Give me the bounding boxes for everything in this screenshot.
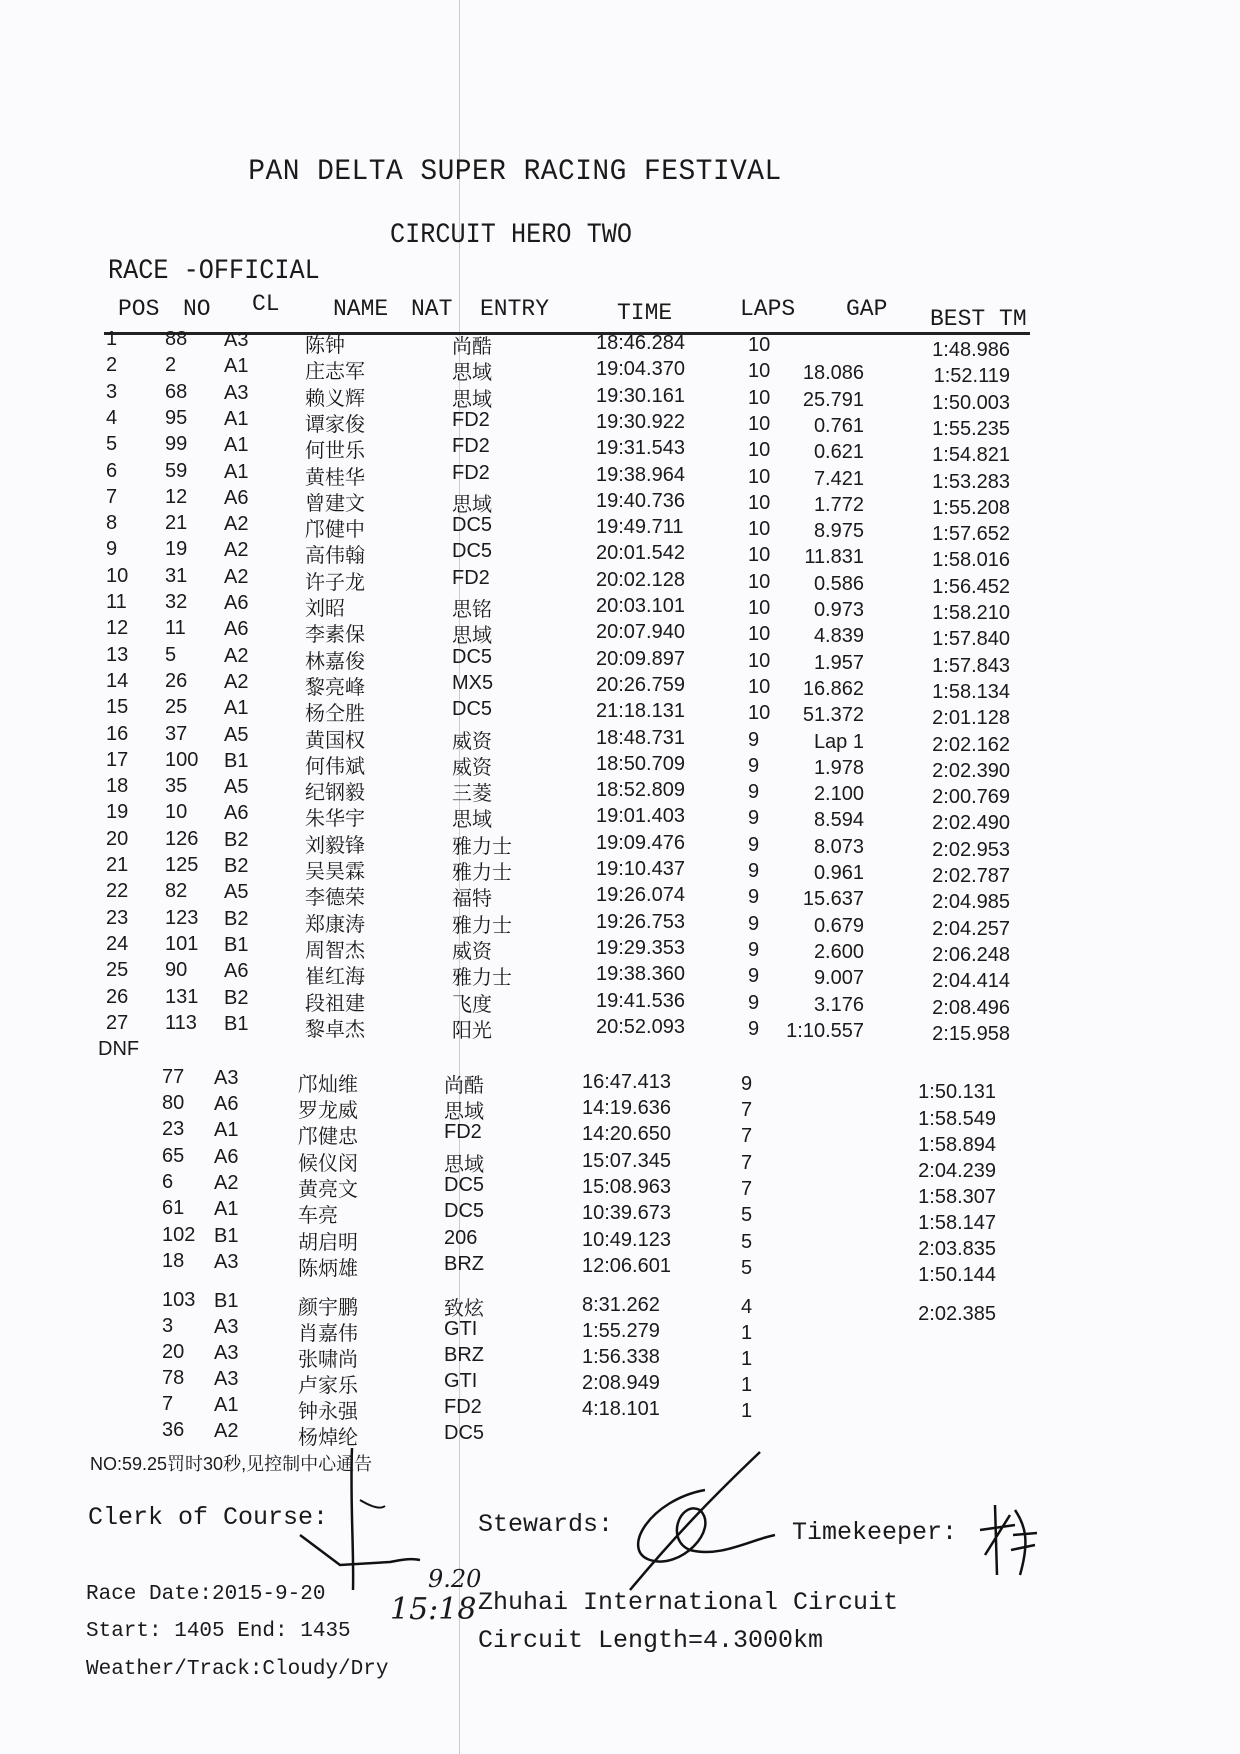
dnf-driver-name: 杨焯纶 — [298, 1427, 358, 1449]
result-time: 20:03.101 — [596, 595, 685, 617]
dnf-car-number: 77 — [162, 1066, 185, 1088]
dnf-class: A2 — [214, 1420, 239, 1442]
result-car-number: 82 — [165, 880, 188, 903]
result-pos: 24 — [106, 932, 129, 955]
dnf-time: 15:07.345 — [582, 1150, 671, 1172]
result-laps: 9 — [748, 781, 760, 804]
result-car-number: 88 — [165, 328, 188, 350]
result-entry: 雅力士 — [452, 967, 512, 990]
result-laps: 10 — [748, 465, 771, 488]
result-time: 19:31.543 — [596, 437, 685, 460]
result-entry: 阳光 — [452, 1019, 492, 1042]
dnf-driver-name: 卢家乐 — [298, 1375, 358, 1397]
penalty-note: NO:59.25罚时30秒,见控制中心通告 — [90, 1454, 373, 1474]
result-time: 19:04.370 — [596, 358, 685, 381]
result-car-number: 26 — [165, 669, 188, 692]
dnf-laps: 7 — [741, 1178, 753, 1200]
result-driver-name: 段祖建 — [305, 992, 365, 1015]
result-pos: 1 — [106, 328, 118, 350]
result-entry: 三菱 — [452, 783, 492, 806]
result-laps: 10 — [748, 597, 771, 619]
result-driver-name: 杨仝胜 — [305, 703, 365, 726]
dnf-driver-name: 候仪闵 — [298, 1153, 358, 1175]
result-pos: 19 — [106, 801, 129, 824]
result-driver-name: 黎亮峰 — [305, 676, 365, 699]
result-class: A2 — [224, 670, 249, 693]
result-pos: 21 — [106, 854, 129, 876]
dnf-laps: 5 — [741, 1231, 753, 1253]
result-laps: 9 — [748, 886, 760, 909]
result-driver-name: 谭家俊 — [305, 413, 365, 436]
result-car-number: 90 — [165, 959, 188, 982]
col-header-best: BEST TM — [930, 306, 1027, 332]
result-pos: 18 — [106, 775, 129, 798]
result-time: 18:46.284 — [596, 332, 685, 354]
dnf-label: DNF — [98, 1038, 140, 1060]
result-entry: 威资 — [452, 756, 492, 779]
result-entry: FD2 — [452, 408, 490, 431]
result-time: 18:50.709 — [596, 752, 685, 775]
result-pos: 12 — [106, 617, 129, 640]
result-laps: 10 — [748, 386, 771, 409]
result-pos: 17 — [106, 748, 129, 771]
result-car-number: 95 — [165, 406, 188, 429]
result-car-number: 12 — [165, 485, 188, 508]
result-class: A6 — [224, 802, 249, 825]
result-laps: 10 — [748, 649, 771, 672]
result-entry: 思域 — [452, 493, 492, 516]
dnf-time: 16:47.413 — [582, 1071, 671, 1093]
dnf-entry: BRZ — [444, 1344, 484, 1366]
dnf-laps: 7 — [741, 1152, 753, 1174]
result-time: 19:26.753 — [596, 910, 685, 933]
result-time: 20:26.759 — [596, 673, 685, 696]
dnf-class: A2 — [214, 1172, 239, 1194]
dnf-driver-name: 邝灿维 — [298, 1074, 358, 1096]
dnf-time: 15:08.963 — [582, 1176, 671, 1198]
result-class: A3 — [224, 381, 249, 404]
result-driver-name: 黎卓杰 — [305, 1018, 365, 1041]
result-pos: 25 — [106, 959, 129, 982]
dnf-entry: FD2 — [444, 1121, 482, 1143]
result-time: 19:41.536 — [596, 989, 685, 1012]
result-class: A5 — [224, 723, 249, 746]
result-entry: DC5 — [452, 540, 493, 563]
result-laps: 10 — [748, 623, 771, 646]
result-entry: 思域 — [452, 362, 492, 385]
result-pos: 2 — [106, 354, 118, 377]
dnf-driver-name: 罗龙威 — [298, 1100, 358, 1122]
result-car-number: 11 — [165, 617, 186, 640]
result-time: 18:48.731 — [596, 726, 685, 749]
dnf-driver-name: 胡启明 — [298, 1232, 358, 1254]
dnf-time: 10:49.123 — [582, 1229, 671, 1251]
dnf-entry: 尚酷 — [444, 1075, 484, 1097]
dnf-car-number: 20 — [162, 1341, 185, 1363]
dnf-class: A1 — [214, 1198, 239, 1220]
circuit-length: Circuit Length=4.3000km — [478, 1626, 824, 1655]
result-class: A6 — [224, 618, 249, 641]
result-class: A1 — [224, 434, 249, 457]
dnf-entry: GTI — [444, 1318, 478, 1340]
dnf-time: 10:39.673 — [582, 1202, 671, 1224]
result-entry: 雅力士 — [452, 835, 512, 858]
dnf-entry: GTI — [444, 1370, 478, 1392]
result-laps: 9 — [748, 965, 760, 988]
col-header-nat: NAT — [411, 296, 453, 322]
result-time: 19:38.964 — [596, 463, 685, 486]
result-class: A2 — [224, 565, 249, 588]
result-class: A6 — [224, 960, 249, 983]
result-laps: 9 — [748, 860, 760, 882]
result-entry: MX5 — [452, 671, 494, 694]
result-driver-name: 赖义辉 — [305, 387, 365, 410]
dnf-driver-name: 邝健忠 — [298, 1126, 358, 1148]
timekeeper-label: Timekeeper: — [792, 1518, 958, 1547]
result-time: 19:10.437 — [596, 858, 685, 880]
result-car-number: 37 — [165, 722, 188, 745]
result-laps: 10 — [748, 491, 771, 514]
result-pos: 5 — [106, 433, 118, 456]
result-car-number: 32 — [165, 591, 188, 613]
result-laps: 10 — [748, 360, 771, 383]
dnf-laps: 9 — [741, 1073, 753, 1095]
result-time: 19:40.736 — [596, 489, 685, 512]
result-driver-name: 邝健中 — [305, 519, 365, 542]
result-time: 21:18.131 — [596, 700, 685, 723]
result-pos: 8 — [106, 512, 118, 535]
result-class: A2 — [224, 539, 249, 562]
result-entry: DC5 — [452, 698, 493, 721]
result-laps: 10 — [748, 702, 771, 725]
result-entry: FD2 — [452, 566, 490, 589]
result-pos: 10 — [106, 564, 129, 587]
result-pos: 22 — [106, 880, 129, 903]
dnf-class: A6 — [214, 1146, 239, 1168]
col-header-pos: POS — [118, 296, 160, 322]
result-pos: 11 — [106, 591, 127, 613]
result-entry: FD2 — [452, 435, 490, 458]
result-pos: 13 — [106, 643, 129, 666]
result-driver-name: 刘毅锋 — [305, 834, 365, 857]
result-pos: 4 — [106, 406, 118, 429]
result-car-number: 35 — [165, 775, 188, 798]
result-driver-name: 郑康涛 — [305, 913, 365, 936]
result-entry: DC5 — [452, 514, 493, 537]
dnf-class: A6 — [214, 1093, 239, 1115]
result-driver-name: 朱华宇 — [305, 808, 365, 831]
result-class: A1 — [224, 697, 249, 720]
result-class: B2 — [224, 907, 249, 930]
result-time: 19:01.403 — [596, 805, 685, 828]
dnf-entry: 思域 — [444, 1154, 484, 1176]
result-class: A1 — [224, 407, 249, 430]
dnf-car-number: 6 — [162, 1171, 174, 1193]
result-time: 20:02.128 — [596, 568, 685, 591]
dnf-car-number: 3 — [162, 1315, 174, 1337]
dnf-entry: BRZ — [444, 1253, 484, 1275]
result-driver-name: 纪钢毅 — [305, 782, 365, 805]
result-time: 18:52.809 — [596, 779, 685, 802]
dnf-time: 1:56.338 — [582, 1346, 660, 1368]
result-entry: 尚酷 — [452, 336, 492, 358]
result-laps: 9 — [748, 833, 760, 856]
result-laps: 9 — [748, 1017, 760, 1040]
dnf-driver-name: 陈炳雄 — [298, 1258, 358, 1280]
dnf-driver-name: 钟永强 — [298, 1401, 358, 1423]
result-car-number: 68 — [165, 380, 188, 403]
result-class: B2 — [224, 986, 249, 1009]
result-driver-name: 高伟翰 — [305, 545, 365, 568]
result-driver-name: 李素保 — [305, 624, 365, 647]
result-pos: 6 — [106, 459, 118, 482]
dnf-laps: 1 — [741, 1400, 753, 1422]
result-car-number: 101 — [165, 932, 199, 955]
dnf-entry: FD2 — [444, 1396, 482, 1418]
result-laps: 10 — [748, 570, 771, 593]
dnf-laps: 1 — [741, 1348, 753, 1370]
result-entry: 思域 — [452, 809, 492, 832]
dnf-class: A1 — [214, 1119, 239, 1141]
result-class: A5 — [224, 881, 249, 904]
result-driver-name: 李德荣 — [305, 887, 365, 910]
result-driver-name: 庄志军 — [305, 361, 365, 384]
result-time: 19:29.353 — [596, 936, 685, 959]
dnf-driver-name: 黄亮文 — [298, 1179, 358, 1201]
result-entry: 威资 — [452, 940, 492, 963]
handwritten-date: 9.20 — [428, 1565, 482, 1593]
result-car-number: 131 — [165, 985, 199, 1008]
dnf-car-number: 65 — [162, 1145, 185, 1167]
timekeeper-signature — [975, 1495, 1045, 1585]
col-header-no: NO — [183, 296, 211, 322]
venue: Zhuhai International Circuit — [478, 1588, 899, 1617]
result-entry: DC5 — [452, 645, 493, 668]
race-date: Race Date:2015-9-20 — [86, 1583, 326, 1606]
result-car-number: 25 — [165, 696, 188, 719]
result-car-number: 19 — [165, 538, 188, 561]
result-pos: 3 — [106, 380, 118, 403]
result-class: A2 — [224, 644, 249, 667]
result-laps: 10 — [748, 544, 771, 567]
dnf-time: 8:31.262 — [582, 1294, 660, 1316]
dnf-entry: DC5 — [444, 1422, 485, 1444]
result-laps: 10 — [748, 412, 771, 435]
dnf-class: A3 — [214, 1251, 239, 1273]
result-pos: 9 — [106, 538, 118, 561]
start-end: Start: 1405 End: 1435 — [86, 1620, 351, 1643]
dnf-entry: 致炫 — [444, 1298, 484, 1320]
col-header-gap: GAP — [846, 296, 888, 322]
dnf-car-number: 78 — [162, 1367, 185, 1389]
result-laps: 9 — [748, 754, 760, 777]
result-class: B1 — [224, 749, 249, 772]
dnf-time: 14:20.650 — [582, 1123, 671, 1145]
dnf-entry: 206 — [444, 1227, 478, 1249]
col-header-entry: ENTRY — [480, 296, 550, 322]
result-entry: 思铭 — [452, 599, 492, 621]
result-pos: 26 — [106, 985, 129, 1008]
result-time: 20:01.542 — [596, 542, 685, 565]
result-car-number: 123 — [165, 906, 199, 929]
result-laps: 9 — [748, 991, 760, 1014]
result-driver-name: 崔红海 — [305, 966, 365, 989]
result-class: A5 — [224, 776, 249, 799]
result-pos: 7 — [106, 485, 118, 508]
result-car-number: 125 — [165, 854, 199, 876]
result-driver-name: 林嘉俊 — [305, 650, 365, 673]
result-entry: 威资 — [452, 730, 492, 753]
dnf-driver-name: 肖嘉伟 — [298, 1323, 358, 1345]
dnf-car-number: 103 — [162, 1289, 196, 1311]
result-class: A1 — [224, 460, 249, 483]
dnf-driver-name: 颜宇鹏 — [298, 1297, 358, 1319]
result-driver-name: 何世乐 — [305, 440, 365, 463]
dnf-class: A3 — [214, 1067, 239, 1089]
result-pos: 23 — [106, 906, 129, 929]
result-laps: 10 — [748, 675, 771, 698]
result-laps: 9 — [748, 912, 760, 935]
dnf-entry: 思域 — [444, 1101, 484, 1123]
result-car-number: 100 — [165, 748, 199, 771]
clerk-label: Clerk of Course: — [88, 1503, 329, 1532]
col-header-cl: CL — [252, 291, 280, 317]
dnf-car-number: 23 — [162, 1118, 185, 1140]
result-entry: 福特 — [452, 888, 492, 911]
dnf-entry: DC5 — [444, 1174, 485, 1196]
result-time: 19:26.074 — [596, 884, 685, 907]
stewards-signature — [610, 1440, 790, 1600]
result-car-number: 99 — [165, 433, 188, 456]
result-class: B1 — [224, 933, 249, 956]
result-time: 20:52.093 — [596, 1015, 685, 1038]
result-class: A6 — [224, 592, 249, 614]
result-driver-name: 何伟斌 — [305, 755, 365, 778]
dnf-laps: 1 — [741, 1322, 753, 1344]
result-entry: 思域 — [452, 625, 492, 648]
dnf-class: B1 — [214, 1225, 239, 1247]
result-class: A1 — [224, 355, 249, 378]
result-pos: 27 — [106, 1011, 129, 1034]
dnf-laps: 4 — [741, 1296, 753, 1318]
dnf-time: 2:08.949 — [582, 1372, 660, 1394]
result-time: 19:38.360 — [596, 963, 685, 986]
result-time: 19:30.161 — [596, 384, 685, 407]
result-car-number: 113 — [165, 1011, 197, 1034]
race-subtitle: CIRCUIT HERO TWO — [390, 220, 632, 251]
dnf-class: B1 — [214, 1290, 239, 1312]
dnf-car-number: 80 — [162, 1092, 185, 1114]
result-car-number: 59 — [165, 459, 188, 482]
col-header-laps: LAPS — [740, 296, 796, 322]
dnf-laps: 7 — [741, 1099, 753, 1121]
dnf-car-number: 18 — [162, 1250, 185, 1272]
dnf-time: 14:19.636 — [582, 1097, 671, 1119]
handwritten-time: 15:18 — [390, 1592, 477, 1627]
result-driver-name: 曾建文 — [305, 492, 365, 515]
result-time: 19:09.476 — [596, 831, 685, 854]
dnf-class: A3 — [214, 1316, 239, 1338]
result-driver-name: 黄桂华 — [305, 466, 365, 489]
result-time: 19:49.711 — [596, 516, 684, 539]
dnf-driver-name: 车亮 — [298, 1205, 338, 1227]
dnf-car-number: 7 — [162, 1393, 174, 1415]
dnf-class: A3 — [214, 1368, 239, 1390]
result-entry: 飞度 — [452, 993, 492, 1016]
dnf-laps: 1 — [741, 1374, 753, 1396]
result-car-number: 21 — [165, 512, 188, 535]
result-car-number: 5 — [165, 643, 177, 666]
result-laps: 9 — [748, 938, 760, 961]
col-header-time: TIME — [617, 300, 673, 326]
page-title: PAN DELTA SUPER RACING FESTIVAL — [248, 155, 782, 189]
dnf-laps: 7 — [741, 1125, 753, 1147]
col-header-name: NAME — [333, 296, 389, 322]
result-driver-name: 许子龙 — [305, 571, 365, 594]
result-car-number: 10 — [165, 801, 188, 824]
weather-track: Weather/Track:Cloudy/Dry — [86, 1658, 389, 1681]
result-entry: 雅力士 — [452, 914, 512, 937]
result-laps: 10 — [748, 334, 771, 356]
dnf-driver-name: 张啸尚 — [298, 1349, 358, 1371]
dnf-time: 12:06.601 — [582, 1255, 671, 1277]
result-laps: 9 — [748, 728, 760, 751]
result-class: B1 — [224, 1012, 249, 1035]
dnf-class: A3 — [214, 1342, 239, 1364]
result-class: A2 — [224, 513, 249, 536]
result-class: B2 — [224, 828, 249, 851]
result-laps: 9 — [748, 807, 760, 830]
result-entry: 雅力士 — [452, 862, 512, 884]
result-time: 19:30.922 — [596, 410, 685, 433]
result-laps: 10 — [748, 518, 771, 541]
result-entry: FD2 — [452, 461, 490, 484]
result-driver-name: 吴昊霖 — [305, 861, 365, 883]
dnf-laps: 5 — [741, 1257, 753, 1279]
result-class: A3 — [224, 329, 249, 351]
race-status: RACE -OFFICIAL — [108, 256, 320, 287]
dnf-time: 1:55.279 — [582, 1320, 660, 1342]
dnf-entry: DC5 — [444, 1200, 485, 1222]
result-time: 20:09.897 — [596, 647, 685, 670]
result-driver-name: 黄国权 — [305, 729, 365, 752]
result-laps: 10 — [748, 439, 771, 462]
stewards-label: Stewards: — [478, 1510, 614, 1539]
dnf-car-number: 102 — [162, 1224, 196, 1246]
dnf-car-number: 36 — [162, 1419, 185, 1441]
result-entry: 思域 — [452, 388, 492, 411]
result-pos: 15 — [106, 696, 129, 719]
result-pos: 20 — [106, 827, 129, 850]
result-driver-name: 刘昭 — [305, 598, 345, 620]
result-pos: 14 — [106, 669, 129, 692]
result-car-number: 2 — [165, 354, 177, 377]
dnf-time: 4:18.101 — [582, 1398, 660, 1420]
result-car-number: 31 — [165, 564, 188, 587]
result-driver-name: 陈钟 — [305, 335, 345, 357]
result-class: A6 — [224, 486, 249, 509]
dnf-laps: 5 — [741, 1204, 753, 1226]
dnf-car-number: 61 — [162, 1197, 185, 1219]
dnf-class: A1 — [214, 1394, 239, 1416]
result-class: B2 — [224, 855, 249, 877]
result-pos: 16 — [106, 722, 129, 745]
result-car-number: 126 — [165, 827, 199, 850]
result-driver-name: 周智杰 — [305, 939, 365, 962]
result-time: 20:07.940 — [596, 621, 685, 644]
